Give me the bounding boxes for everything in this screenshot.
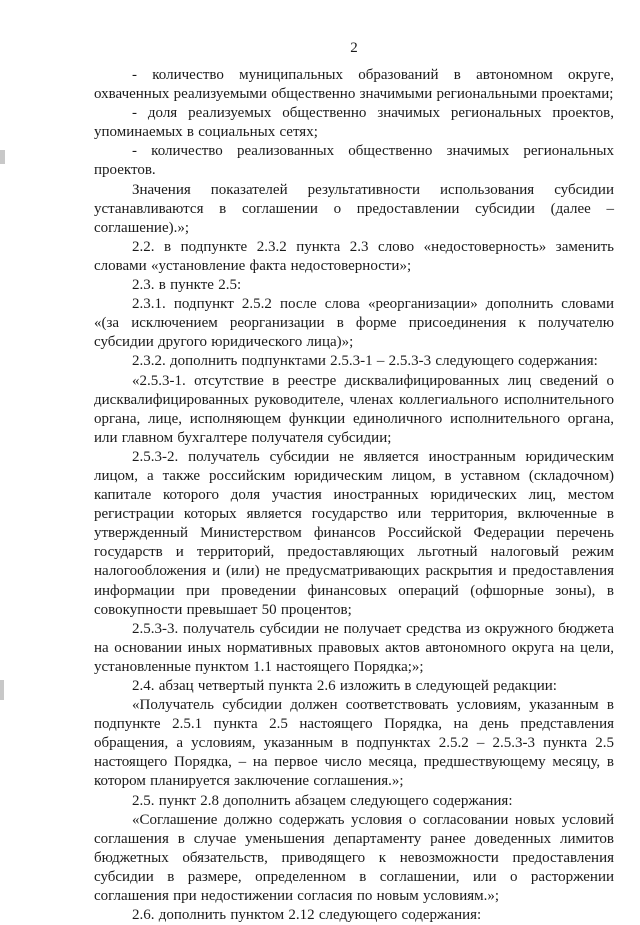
paragraph-2-5-3-3: 2.5.3-3. получатель субсидии не получает средства из окружного бюджета на основании иных нормативных правовых актов автономного округа на цели, установленные пунктом 1.1 настоящего Порядка;»; — [94, 620, 614, 675]
scan-edge-mark-top — [0, 150, 5, 164]
paragraph-2-5-3-1: «2.5.3-1. отсутствие в реестре дисквалифицированных лиц сведений о дисквалифицированных руководителе, членах коллегиального исполнительного органа, лице, исполняющем функции единоличного исполнительного органа, или главном бухгалтере получателя субсидии; — [94, 372, 614, 446]
document-page — [94, 38, 614, 925]
paragraph-2-6: 2.6. дополнить пунктом 2.12 следующего содержания: — [132, 907, 482, 924]
paragraph-2-3-1: 2.3.1. подпункт 2.5.2 после слова «реорганизации» дополнить словами «(за исключением реорганизации в форме присоединения к получателю субсидии другого юридического лица)»; — [94, 296, 614, 351]
paragraph-2-3-2: 2.3.2. дополнить подпунктами 2.5.3-1 – 2.5.3-3 следующего содержания: — [132, 353, 598, 370]
paragraph-municipalities-count: - количество муниципальных образований в автономном округе, охваченных реализуемыми общественно значимыми региональными проектами; — [94, 67, 614, 103]
paragraph-social-media-share: - доля реализуемых общественно значимых региональных проектов, упоминаемых в социальных сетях; — [94, 105, 614, 141]
page-number: 2 — [350, 40, 358, 56]
paragraph-2-5-3-2: 2.5.3-2. получатель субсидии не является иностранным юридическим лицом, а также российским юридическим лицом, в уставном (складочном) капитале которого доля участия иностранных юридических лиц, местом регистрации которых является государство или территория, включенные в утвержденный Министерством финансов Российской Федерации перечень государств и территорий, предоставляющих льготный налоговый режим налогообложения и (или) не предусматривающих раскрытия и предоставления информации при проведении финансовых операций (офшорные зоны), в совокупности превышает 50 процентов; — [94, 448, 614, 618]
scan-edge-mark-bottom — [0, 680, 4, 700]
paragraph-agreement-conditions: «Соглашение должно содержать условия о согласовании новых условий соглашения в случае уменьшения департаменту ранее доведенных лимитов бюджетных обязательств, приводящего к невозможности предоставления субсидии в размере, определенном в соглашении, или о расторжении соглашения при недостижении согласия по новым условиям.»; — [94, 811, 614, 905]
paragraph-recipient-conditions: «Получатель субсидии должен соответствовать условиям, указанным в подпункте 2.5.1 пункта 2.5 настоящего Порядка, на день представления обращения, а условиям, указанным в подпунктах 2.5.2 – 2.5.3-3 пункта 2.5 настоящего Порядка, – на первое число месяца, предшествующему месяцу, в котором планируется заключение соглашения.»; — [94, 697, 614, 790]
paragraph-2-4: 2.4. абзац четвертый пункта 2.6 изложить в следующей редакции: — [132, 678, 557, 694]
paragraph-projects-count: - количество реализованных общественно значимых региональных проектов. — [94, 143, 614, 179]
paragraph-2-3: 2.3. в пункте 2.5: — [132, 277, 242, 294]
paragraph-2-2: 2.2. в подпункте 2.3.2 пункта 2.3 слово «недостоверность» заменить словами «установление факта недостоверности»; — [94, 238, 614, 274]
paragraph-indicator-values: Значения показателей результативности использования субсидии устанавливаются в соглашении о предоставлении субсидии (далее – соглашение).»; — [94, 181, 614, 236]
paragraph-2-5: 2.5. пункт 2.8 дополнить абзацем следующего содержания: — [132, 792, 513, 809]
